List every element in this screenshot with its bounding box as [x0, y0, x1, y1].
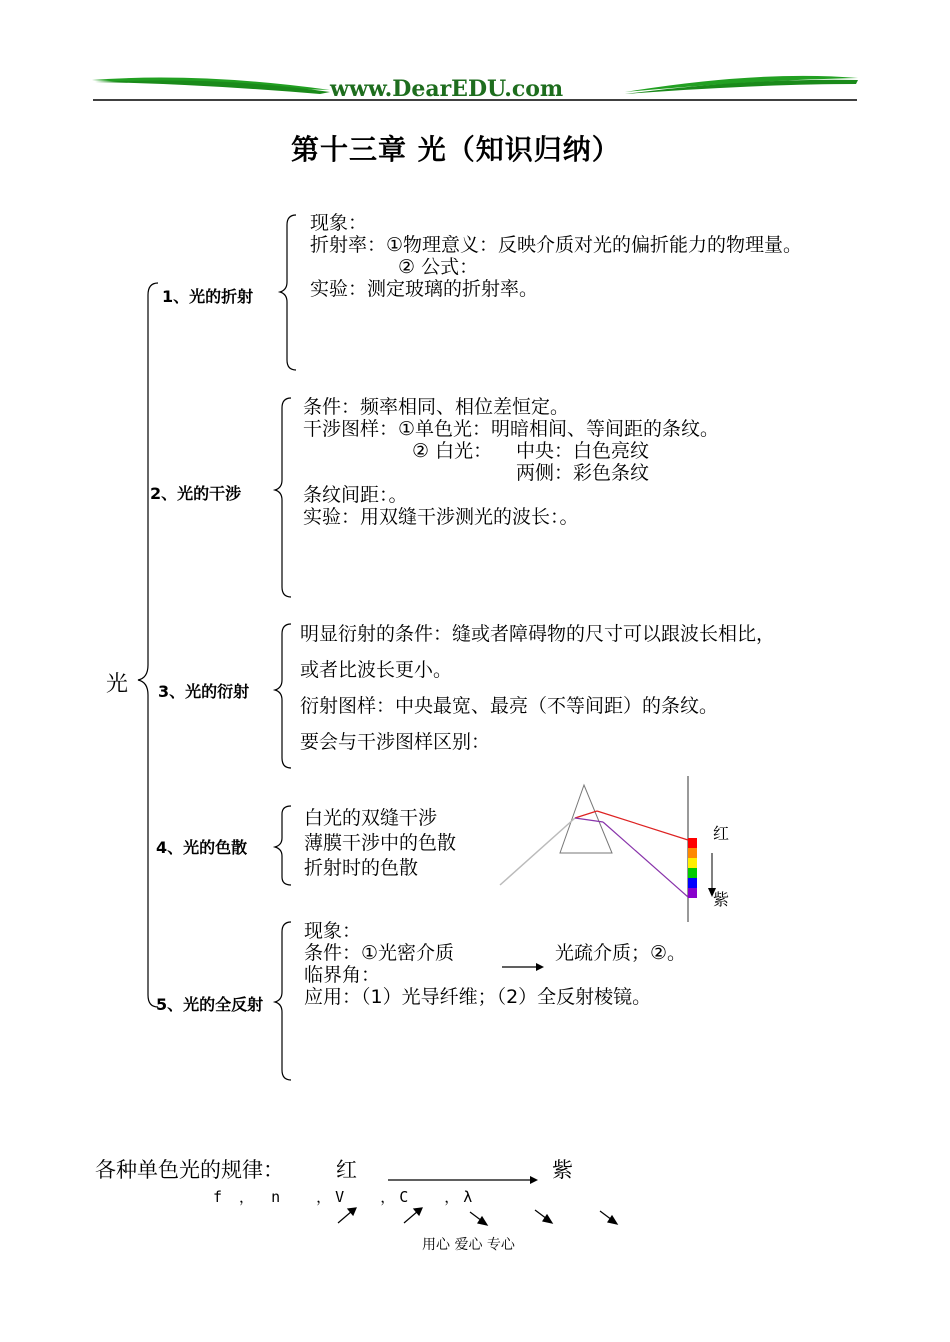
spectrum-band-2	[688, 858, 697, 868]
spectrum-bar	[688, 838, 697, 898]
spectrum-band-3	[688, 868, 697, 878]
diffraction-pattern: 衍射图样：中央最宽、最亮（不等间距）的条纹。	[300, 695, 719, 717]
brace-5	[275, 922, 291, 1080]
refraction-experiment: 实验：测定玻璃的折射率。	[310, 278, 539, 300]
diffraction-condition-cont: 或者比波长更小。	[300, 659, 453, 681]
red-ray-out	[597, 811, 688, 840]
section-label-interference: 2、光的干涉	[150, 484, 242, 503]
rule-arrow-head	[530, 1176, 538, 1184]
arrow-head	[536, 963, 544, 971]
interference-white-center: 中央：白色亮纹	[516, 440, 650, 462]
brace-3	[275, 624, 291, 768]
diffraction-condition: 明显衍射的条件：缝或者障碍物的尺寸可以跟波长相比，	[300, 623, 776, 645]
spectrum-band-0	[688, 838, 697, 848]
interference-pattern-mono: 干涉图样：①单色光：明暗相间、等间距的条纹。	[303, 418, 720, 440]
prism-figure	[500, 776, 716, 922]
trend-arrow-f	[338, 1211, 352, 1223]
page-title: 第十三章 光（知识归纳）	[291, 133, 621, 166]
violet-label: 紫	[713, 890, 730, 909]
spectrum-band-4	[688, 878, 697, 888]
fringe-spacing: 条纹间距：。	[303, 484, 408, 506]
brace-1	[280, 215, 296, 370]
rule-quantities: f ， n ，V ，C ，λ	[213, 1188, 477, 1206]
section-label-refraction: 1、光的折射	[162, 287, 254, 306]
brace-4	[275, 806, 291, 885]
section-label-diffraction: 3、光的衍射	[158, 682, 250, 701]
section-label-dispersion: 4、光的色散	[156, 838, 248, 857]
rule-label: 各种单色光的规律：	[95, 1158, 284, 1182]
dispersion-thin-film: 薄膜干涉中的色散	[304, 832, 457, 854]
incident-white-ray	[500, 818, 575, 885]
dispersion-refraction: 折射时的色散	[304, 857, 419, 879]
footer-slogan: 用心 爱心 专心	[422, 1237, 515, 1253]
refraction-phenomenon: 现象：	[310, 212, 368, 234]
interference-condition: 条件：频率相同、相位差恒定。	[303, 396, 570, 418]
diffraction-vs-interference: 要会与干涉图样区别：	[300, 731, 491, 753]
section-label-total-reflection: 5、光的全反射	[156, 995, 264, 1014]
spectrum-band-5	[688, 888, 697, 898]
rule-to-violet: 紫	[552, 1158, 573, 1182]
total-reflection-applications: 应用：（1）光导纤维；（2）全反射棱镜。	[304, 986, 652, 1008]
spectrum-band-1	[688, 848, 697, 858]
main-brace	[138, 283, 158, 1007]
refraction-index-formula: ② 公式：	[398, 256, 479, 278]
red-ray-inside	[575, 811, 597, 818]
dispersion-double-slit: 白光的双缝干涉	[304, 807, 438, 829]
interference-pattern-white: ② 白光：	[412, 440, 493, 462]
interference-experiment: 实验：用双缝干涉测光的波长：。	[303, 506, 579, 528]
refraction-index-meaning: 折射率：①物理意义：反映介质对光的偏折能力的物理量。	[310, 234, 803, 256]
total-reflection-condition-cont: 光疏介质；②。	[555, 942, 687, 964]
red-label: 红	[713, 824, 730, 843]
trend-arrow-n	[404, 1211, 418, 1223]
rule-from-red: 红	[336, 1158, 357, 1182]
root-node-light: 光	[106, 672, 129, 697]
critical-angle: 临界角：	[304, 964, 381, 986]
brace-2	[275, 398, 291, 597]
total-reflection-phenomenon: 现象：	[304, 920, 362, 942]
site-logo: www.DearEDU.com	[330, 76, 564, 102]
total-reflection-condition: 条件：①光密介质	[304, 942, 455, 964]
violet-ray-out	[603, 822, 688, 897]
interference-white-sides: 两侧：彩色条纹	[516, 462, 650, 484]
